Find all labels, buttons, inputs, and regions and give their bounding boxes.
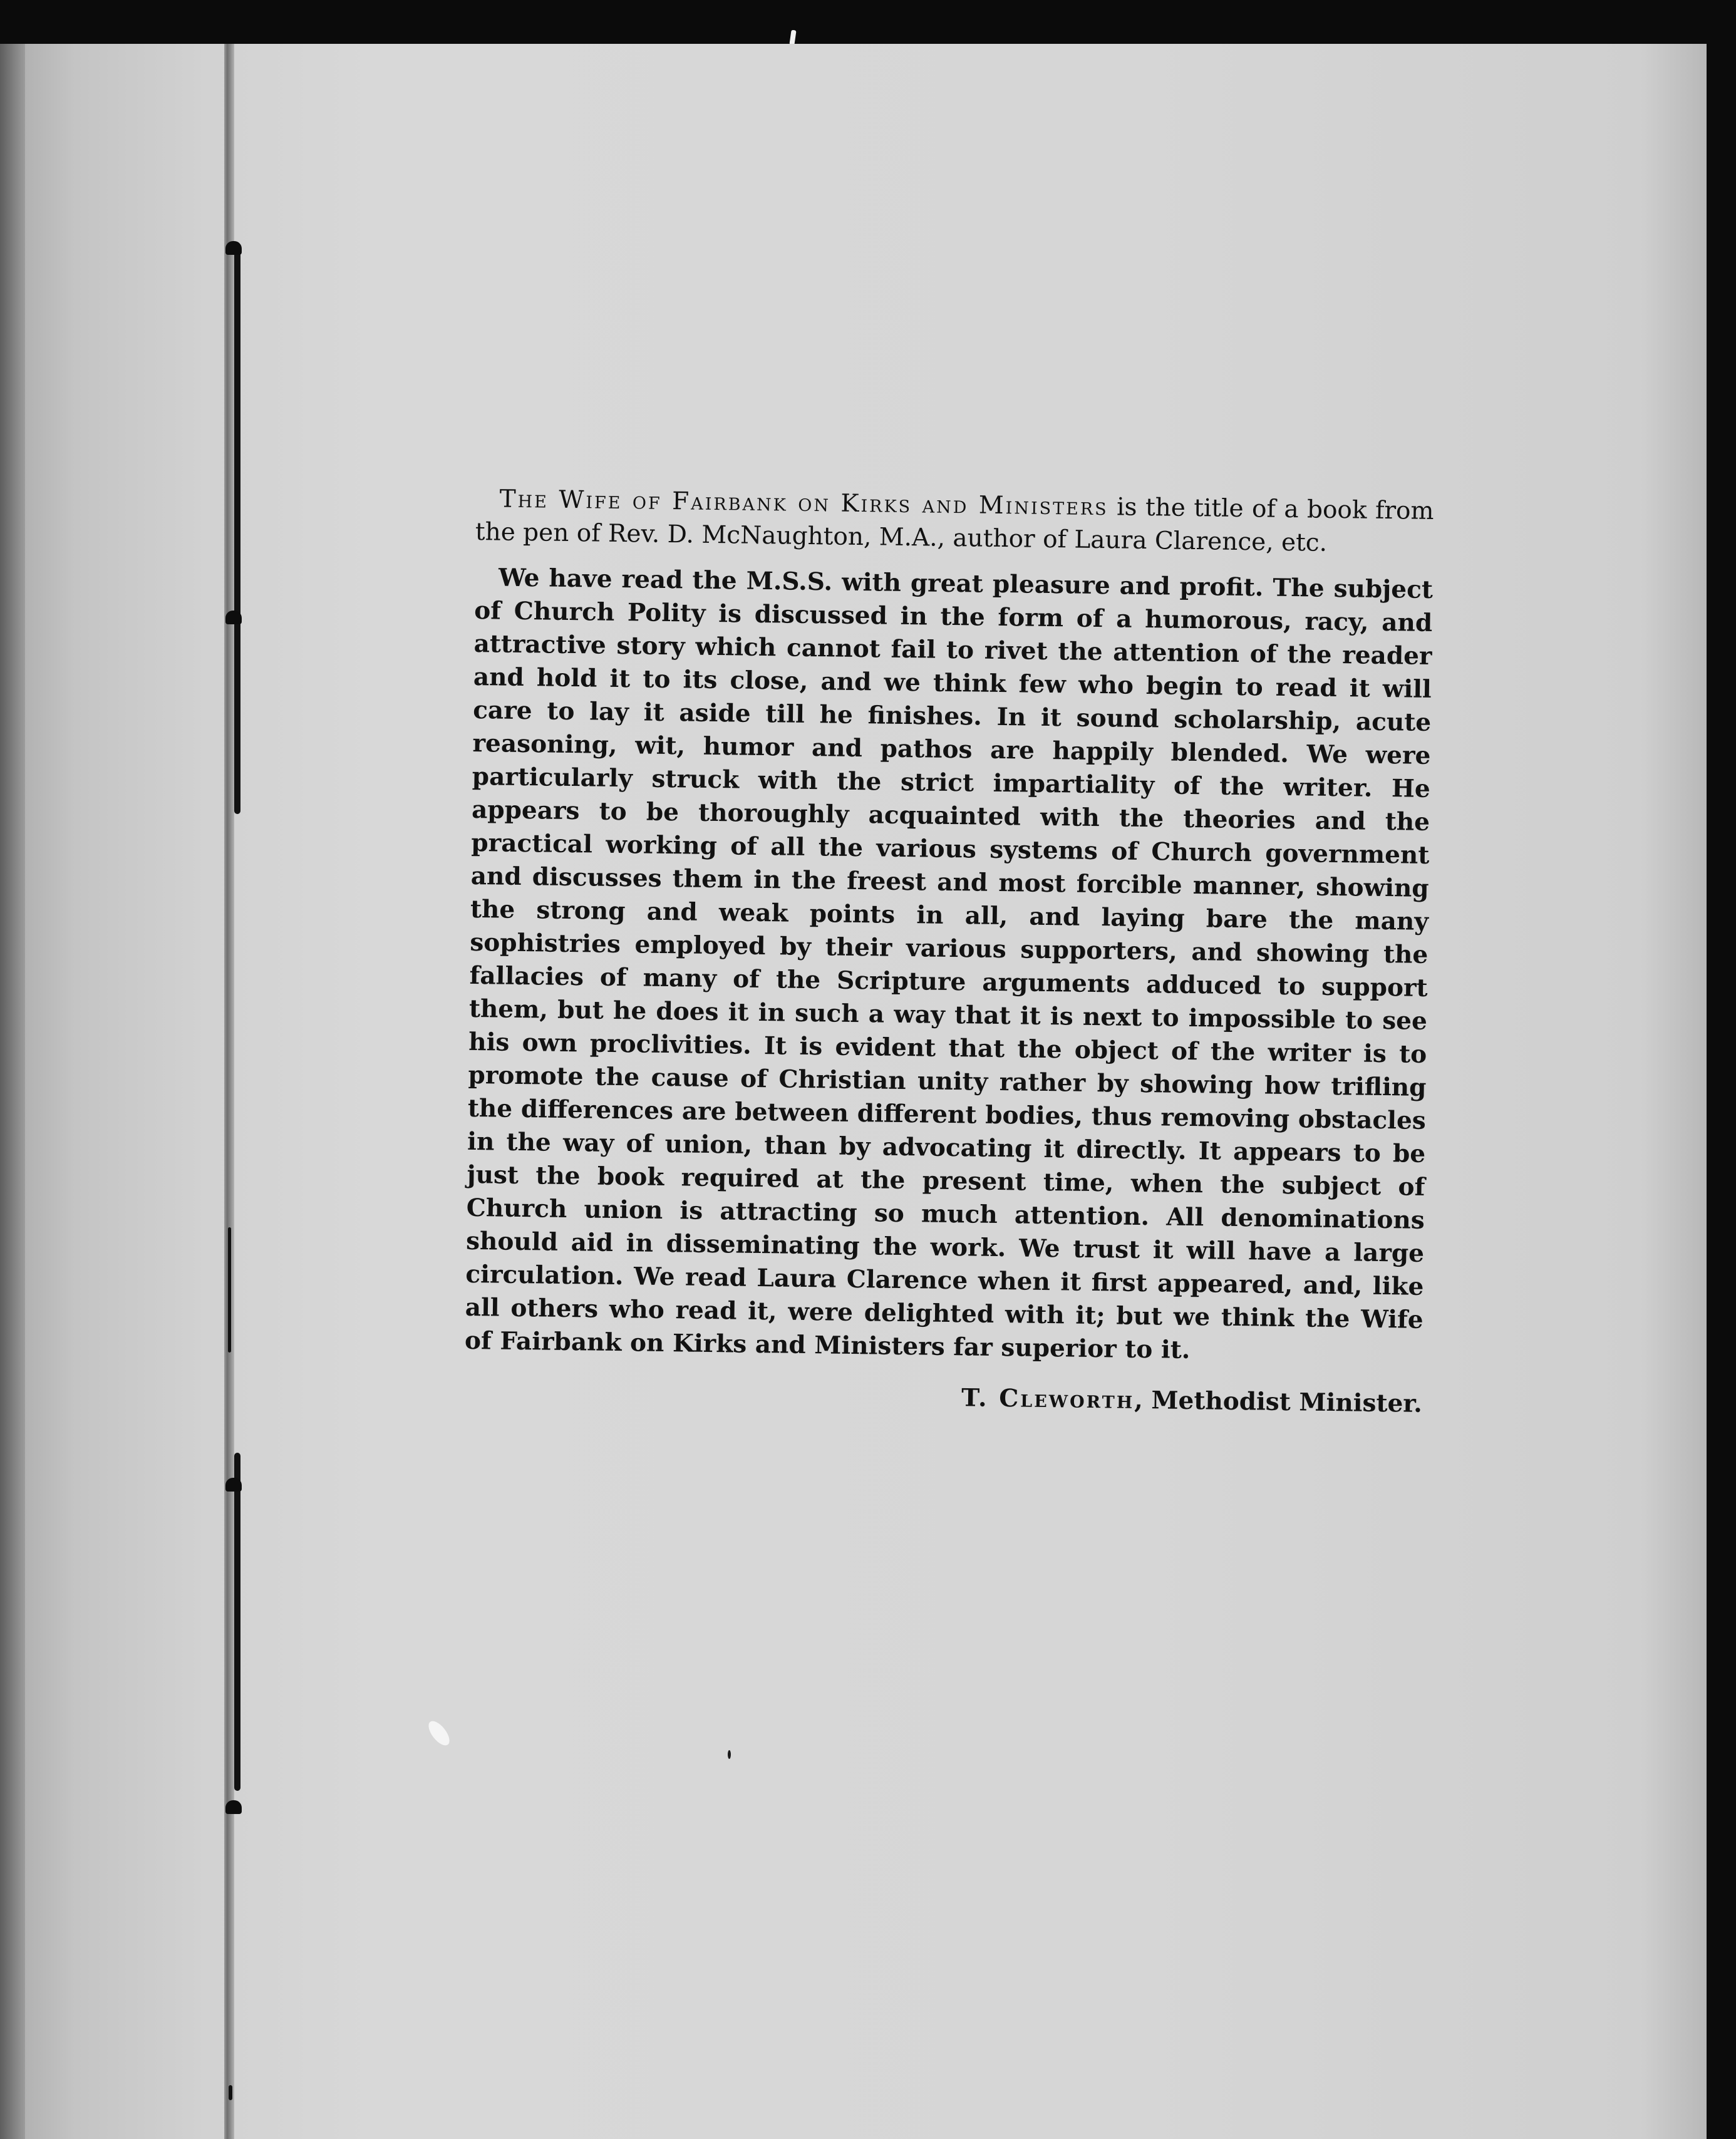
signature-role: , Methodist Minister. [1134, 1385, 1423, 1418]
binding-notch [225, 1800, 242, 1814]
signature-name: T. Cleworth [961, 1383, 1135, 1415]
binding-notch [225, 1478, 242, 1492]
intro-paragraph [475, 482, 1434, 561]
ink-speck [229, 2085, 232, 2100]
binding-gutter [224, 44, 234, 2139]
book-title: The Wife of Fairbank on Kirks and Ministers [499, 485, 1109, 522]
ink-speck [728, 1750, 731, 1759]
scan-top-border [0, 0, 1736, 44]
review-paragraph: We have read the M.S.S. with great pleasure and profit. The subject of Church Polity is discussed in the form of a humorous, racy, and attractive story which cannot fail to rivet the attention of the reader and hold it to its close, and we think few who begin to read it will care to lay it aside till he finishes. In it sound scholarship, acute reasoning, wit, humor and pathos are happily blended. We were particularly struck with the strict impartiality of the writer. He appears to be thoroughly acquainted with the theories and the practical working of all the various systems of Church government and discusses them in the freest and most forcible manner, showing the strong and weak points in all, and laying bare the many sophistries employed by their various supporters, and showing the fallacies of many of the Scripture arguments adduced to support them, but he does it in such a way that it is next to impossible to see his own proclivities. It is evident that the object of the writer is to promote the cause of Christian unity rather by showing how trifling the differences are between different bodies, thus removing obstacles in the way of union, than by advocating it directly. It appears to be just the book required at the present time, when the subject of Church union is attracting so much attention. All denominations should aid in disseminating the work. We trust it will have a large circulation. We read Laura Clarence when it first appeared, and, like all others who read it, were delighted with it; but we think the Wife of Fairbank on Kirks and Ministers far superior to it. [464, 563, 1434, 1365]
binding-stitch [234, 250, 240, 814]
binding-notch [225, 241, 242, 255]
scan-right-border [1707, 0, 1736, 2139]
left-page-edge [0, 44, 25, 2139]
binding-notch [225, 611, 242, 624]
binding-stitch [234, 1453, 240, 1791]
page-text [464, 482, 1434, 1421]
intro-text: is the title of a book from the pen of Rev. D. McNaughton, M.A., author of Laura Clarence, etc. [475, 493, 1434, 557]
binding-stitch [228, 1227, 231, 1353]
